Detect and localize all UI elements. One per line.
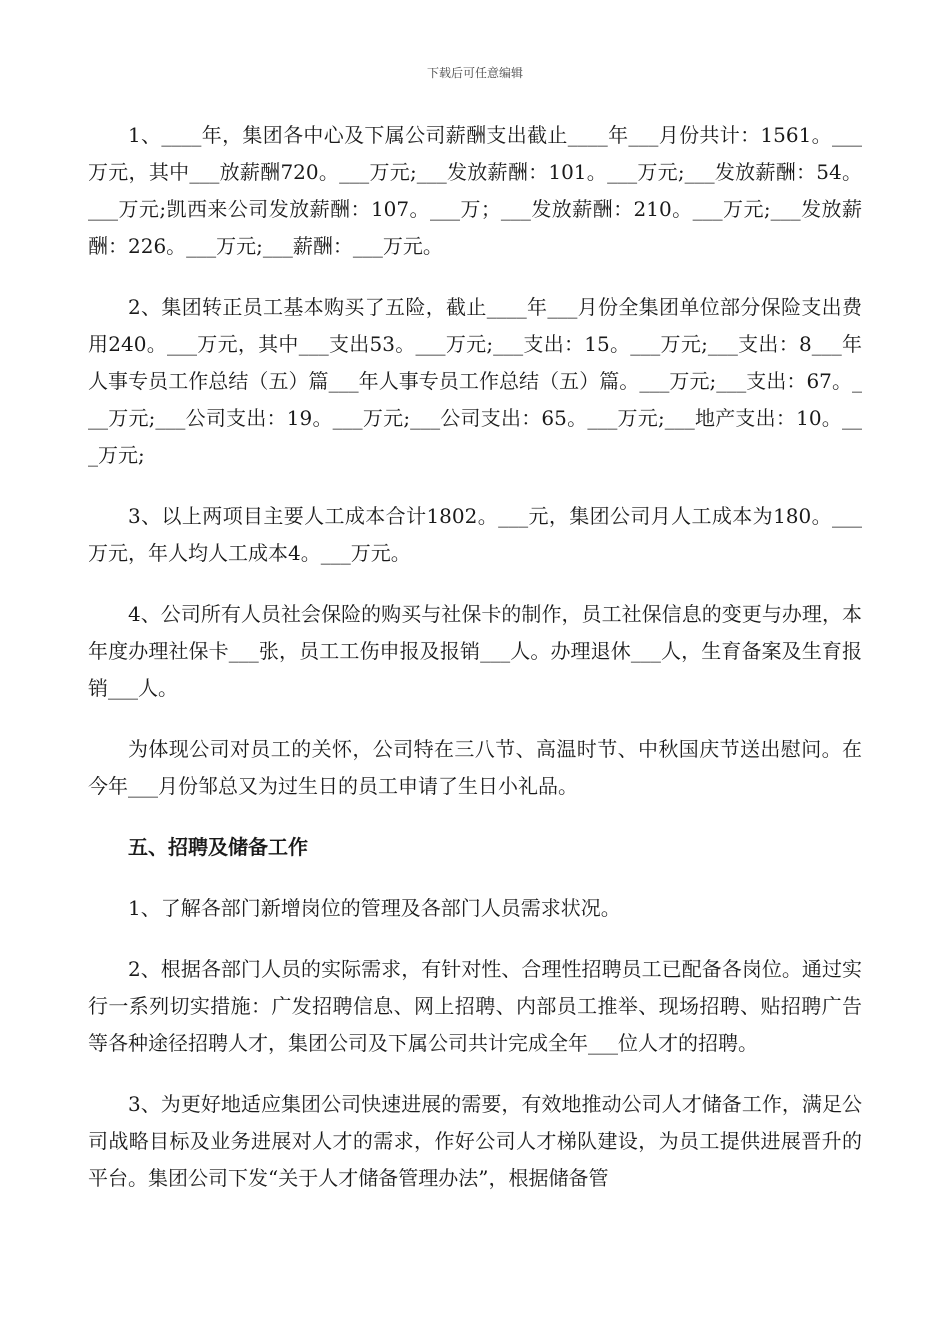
paragraph-recruit-3: 3、为更好地适应集团公司快速进展的需要，有效地推动公司人才储备工作，满足公司战略目标及业务进展对人才的需求，作好公司人才梯队建设，为员工提供进展晋升的平台。集团公司下发“关于人才储备管理办法”，根据储备管 — [88, 1092, 862, 1190]
paragraph-labor-cost: 3、以上两项目主要人工成本合计1802。___元，集团公司月人工成本为180。___万元，年人均人工成本4。___万元。 — [88, 504, 862, 565]
paragraph-recruit-2: 2、根据各部门人员的实际需求，有针对性、合理性招聘员工已配备各岗位。通过实行一系列切实措施：广发招聘信息、网上招聘、内部员工推举、现场招聘、贴招聘广告等各种途径招聘人才，集团公司及下属公司共计完成全年___位人才的招聘。 — [88, 957, 862, 1055]
paragraph-salary: 1、____年，集团各中心及下属公司薪酬支出截止____年___月份共计：1561。___万元，其中___放薪酬720。___万元;___发放薪酬：101。___万元;___发放薪酬：54。___万元;凯西来公司发放薪酬：107。___万；___发放薪酬：210。___万元;___发放薪酬：226。___万元;___薪酬：___万元。 — [88, 123, 862, 258]
document-body — [88, 117, 862, 1221]
paragraph-employee-care: 为体现公司对员工的关怀，公司特在三八节、高温时节、中秋国庆节送出慰问。在今年___月份邹总又为过生日的员工申请了生日小礼品。 — [88, 737, 862, 798]
paragraph-social-security: 4、公司所有人员社会保险的购买与社保卡的制作，员工社保信息的变更与办理，本年度办理社保卡___张，员工工伤申报及报销___人。办理退休___人，生育备案及生育报销___人。 — [88, 602, 862, 700]
page-header: 下载后可任意编辑 — [426, 66, 523, 80]
paragraph-recruit-1: 1、了解各部门新增岗位的管理及各部门人员需求状况。 — [128, 896, 621, 920]
section-heading: 五、招聘及储备工作 — [128, 835, 308, 859]
paragraph-insurance: 2、集团转正员工基本购买了五险，截止____年___月份全集团单位部分保险支出费用240。___万元，其中___支出53。___万元;___支出：15。___万元;___支出：8___年人事专员工作总结（五）篇___年人事专员工作总结（五）篇。___万元;___支出：67。___万元;___公司支出：19。___万元;___公司支出：65。___万元;___地产支出：10。___万元; — [88, 295, 862, 467]
